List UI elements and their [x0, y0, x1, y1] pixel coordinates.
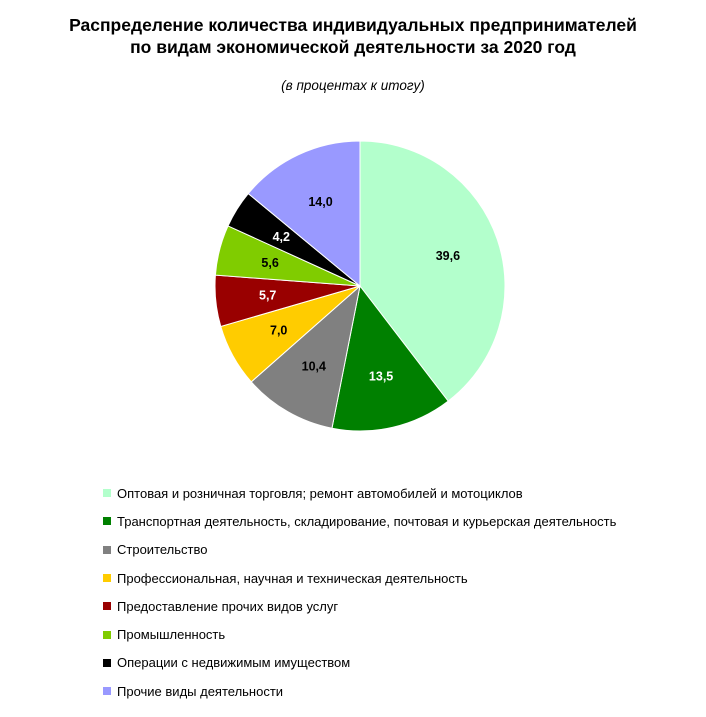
- legend-swatch-4: [103, 602, 111, 610]
- legend-label-4: Предоставление прочих видов услуг: [117, 598, 339, 614]
- legend-swatch-5: [103, 631, 111, 639]
- pie-slice-label-0: 39,6: [435, 249, 461, 264]
- pie-slice-label-6: 4,2: [272, 229, 290, 244]
- legend-label-3: Профессиональная, научная и техническая деятельность: [117, 570, 468, 586]
- pie-slice-label-5: 5,6: [261, 255, 279, 270]
- legend-label-2: Строительство: [117, 542, 208, 558]
- legend-label-6: Операции с недвижимым имуществом: [117, 655, 351, 671]
- legend-swatch-1: [103, 517, 111, 525]
- legend-item-0: [103, 479, 616, 507]
- legend-swatch-3: [103, 574, 111, 582]
- legend-item-4: [103, 592, 616, 620]
- legend-item-6: [103, 649, 616, 677]
- legend-item-2: [103, 536, 616, 564]
- legend-item-3: [103, 564, 616, 592]
- legend-swatch-7: [103, 687, 111, 695]
- pie-slice-label-1: 13,5: [368, 369, 394, 384]
- legend-label-1: Транспортная деятельность, складирование, почтовая и курьерская деятельность: [117, 513, 617, 529]
- chart-subtitle: (в процентах к итогу): [281, 78, 425, 93]
- pie-slice-label-4: 5,7: [259, 288, 277, 303]
- pie-slice-label-3: 7,0: [270, 323, 288, 338]
- chart-title-line-2: по видам экономической деятельности за 2020 год: [130, 37, 576, 57]
- legend-item-1: [103, 507, 616, 535]
- legend-item-5: [103, 620, 616, 648]
- legend-swatch-6: [103, 659, 111, 667]
- legend-swatch-0: [103, 489, 111, 497]
- legend-label-0: Оптовая и розничная торговля; ремонт автомобилей и мотоциклов: [117, 485, 523, 501]
- legend-swatch-2: [103, 546, 111, 554]
- chart-legend: [103, 479, 616, 705]
- pie-slice-label-7: 14,0: [308, 195, 333, 209]
- legend-item-7: [103, 677, 616, 705]
- legend-label-5: Промышленность: [117, 627, 226, 643]
- chart-title-line-1: Распределение количества индивидуальных предпринимателей: [69, 15, 637, 35]
- pie-slice-label-2: 10,4: [301, 359, 326, 374]
- legend-label-7: Прочие виды деятельности: [117, 683, 284, 699]
